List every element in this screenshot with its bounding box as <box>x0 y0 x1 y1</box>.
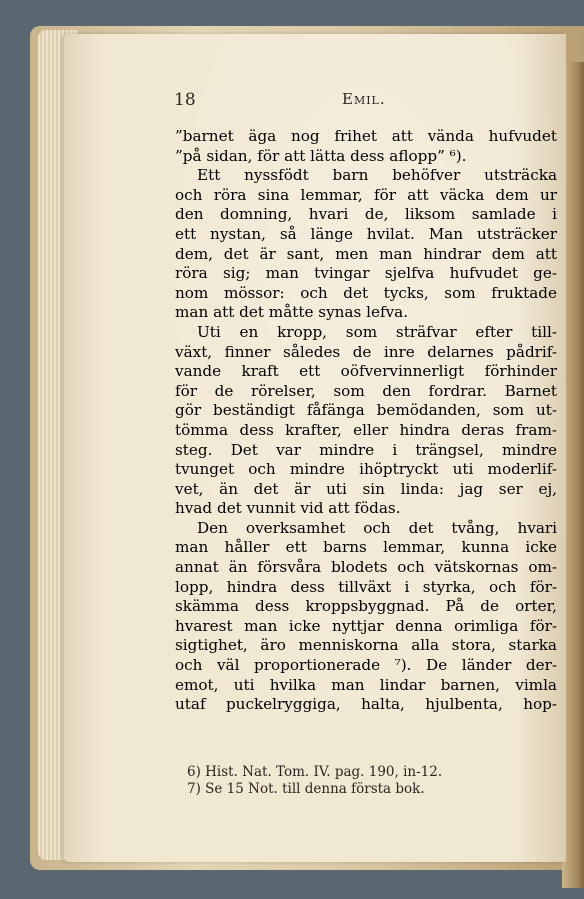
text-line: man håller ett barns lemmar, kunna icke <box>175 538 557 557</box>
text-line: för de rörelser, som den fordrar. Barnet <box>175 381 557 400</box>
text-line: skämma dess kroppsbyggnad. På de orter, <box>175 597 557 616</box>
footnote: 6) Hist. Nat. Tom. IV. pag. 190, in-12. <box>187 764 443 780</box>
text-line: tvunget och mindre ihöptryckt uti moderlif- <box>175 460 557 479</box>
text-line: röra sig; man tvingar sjelfva hufvudet ge- <box>175 264 557 283</box>
text-line: dem, det är sant, men man hindrar dem att <box>175 244 557 263</box>
text-line: vet, än det är uti sin linda: jag ser ej, <box>175 479 557 498</box>
text-line: växt, finner således de inre delarnes pådrif- <box>175 342 557 361</box>
text-line: tömma dess krafter, eller hindra deras fram- <box>175 420 557 439</box>
body-text <box>175 127 557 715</box>
text-line: och väl proportionerade ⁷). De länder der- <box>175 656 557 675</box>
page-header <box>118 90 558 116</box>
text-line: den domning, hvari de, liksom samlade i <box>175 205 557 224</box>
text-line: hvad det vunnit vid att födas. <box>175 499 401 518</box>
text-line: steg. Det var mindre i trängsel, mindre <box>175 440 557 459</box>
text-line: utaf puckelryggiga, halta, hjulbenta, hop- <box>175 695 557 714</box>
text-line: nom mössor: och det tycks, som fruktade <box>175 283 557 302</box>
text-line: vande kraft ett oöfvervinnerligt förhinder <box>175 362 557 381</box>
text-line: annat än försvåra blodets och vätskornas om- <box>175 558 557 577</box>
footnote: 7) Se 15 Not. till denna första bok. <box>187 781 425 797</box>
text-line: ”barnet äga nog frihet att vända hufvudet <box>175 127 557 145</box>
footnotes <box>187 764 547 798</box>
text-line: ett nystan, så länge hvilat. Man utsträcker <box>175 224 557 243</box>
text-line: och röra sina lemmar, för att väcka dem ur <box>175 185 557 204</box>
text-line: ”på sidan, för att lätta dess aflopp” ⁶). <box>175 146 467 165</box>
text-line: lopp, hindra dess tillväxt i styrka, och för- <box>175 577 557 596</box>
text-line: Ett nyssfödt barn behöfver utsträcka <box>197 166 557 185</box>
text-line: Uti en kropp, som sträfvar efter till- <box>197 322 557 341</box>
text-line: sigtighet, äro menniskorna alla stora, starka <box>175 636 557 655</box>
running-head: Emil. <box>342 90 386 108</box>
page-number: 18 <box>174 90 196 110</box>
text-line: gör beständigt fåfänga bemödanden, som ut- <box>175 401 557 420</box>
text-line: Den overksamhet och det tvång, hvari <box>197 518 557 537</box>
text-line: emot, uti hvilka man lindar barnen, vimla <box>175 675 557 694</box>
text-line: hvarest man icke nyttjar denna orimliga för- <box>175 616 557 635</box>
text-line: man att det måtte synas lefva. <box>175 303 409 322</box>
